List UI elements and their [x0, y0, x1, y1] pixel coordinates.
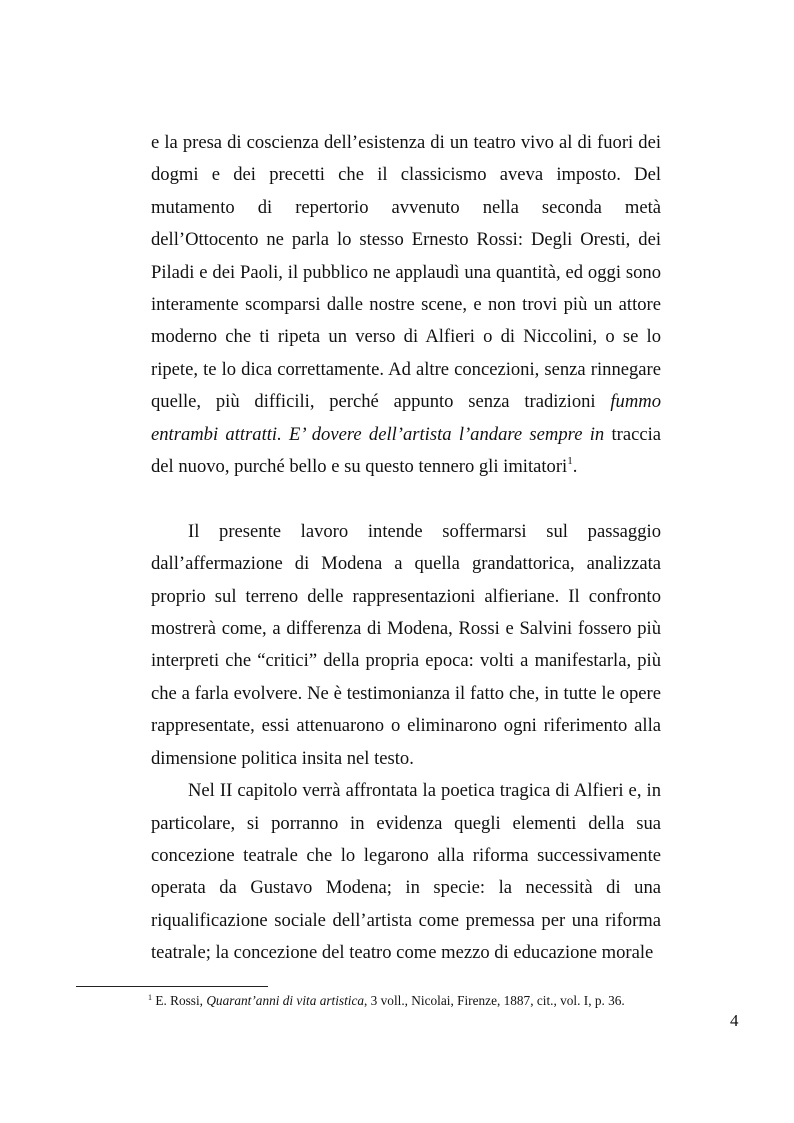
footnote-details: , 3 voll., Nicolai, Firenze, 1887, cit., vol. I, p. 36.: [364, 993, 625, 1008]
paragraph-1-quote-italic: fummo entrambi attratti. E’ dovere dell’artista l’andare sempre in: [151, 391, 661, 445]
paragraph-1: [151, 127, 661, 483]
page-number: 4: [730, 1011, 739, 1030]
paragraph-1-text-end: traccia del nuovo, purché bello e su questo tennero gli imitatori: [151, 423, 662, 478]
footnote-mark: 1: [148, 993, 152, 1002]
paragraph-1-period: .: [572, 456, 578, 478]
paragraph-3: Nel II capitolo verrà affrontata la poetica tragica di Alfieri e, in particolare, si porranno in evidenza quegli elementi della sua concezione teatrale che lo legarono alla riforma successivamente operata da Gustavo Modena; in specie: la necessità di una riqualificazione sociale dell’artista come premessa per una riforma teatrale; la concezione del teatro come mezzo di educazione morale: [151, 780, 661, 964]
body-text: [151, 127, 661, 970]
paragraph-1-text: e la presa di coscienza dell’esistenza di un teatro vivo al di fuori dei dogmi e dei precetti che il classicismo aveva imposto. Del mutamento di repertorio avvenuto nella seconda metà dell’Ottocento ne parla lo stesso Ernesto Rossi: Degli Oresti, dei Piladi e dei Paoli, il pubblico ne applaudì una quantità, ed oggi sono interamente scomparsi dalle nostre scene, e non trovi più un attore moderno che ti ripeta un verso di Alfieri o di Niccolini, o se lo ripete, te lo dica correttamente. Ad altre concezioni, senza rinnegare quelle, più difficili, perché appunto senza tradizioni: [151, 132, 661, 413]
footnote-author: E. Rossi,: [155, 993, 207, 1008]
footnote-separator: [76, 986, 268, 987]
footnote: [148, 992, 708, 1009]
footnote-reference[interactable]: 1: [567, 455, 573, 468]
footnote-title: Quarant’anni di vita artistica: [206, 993, 365, 1008]
paragraph-2: Il presente lavoro intende soffermarsi sul passaggio dall’affermazione di Modena a quella grandattorica, analizzata proprio sul terreno delle rappresentazioni alfieriane. Il confronto mostrerà come, a differenza di Modena, Rossi e Salvini fossero più interpreti che “critici” della propria epoca: volti a manifestarla, più che a farla evolvere. Ne è testimonianza il fatto che, in tutte le opere rappresentate, essi attenuarono o eliminarono ogni riferimento alla dimensione politica insita nel testo.: [151, 520, 661, 769]
